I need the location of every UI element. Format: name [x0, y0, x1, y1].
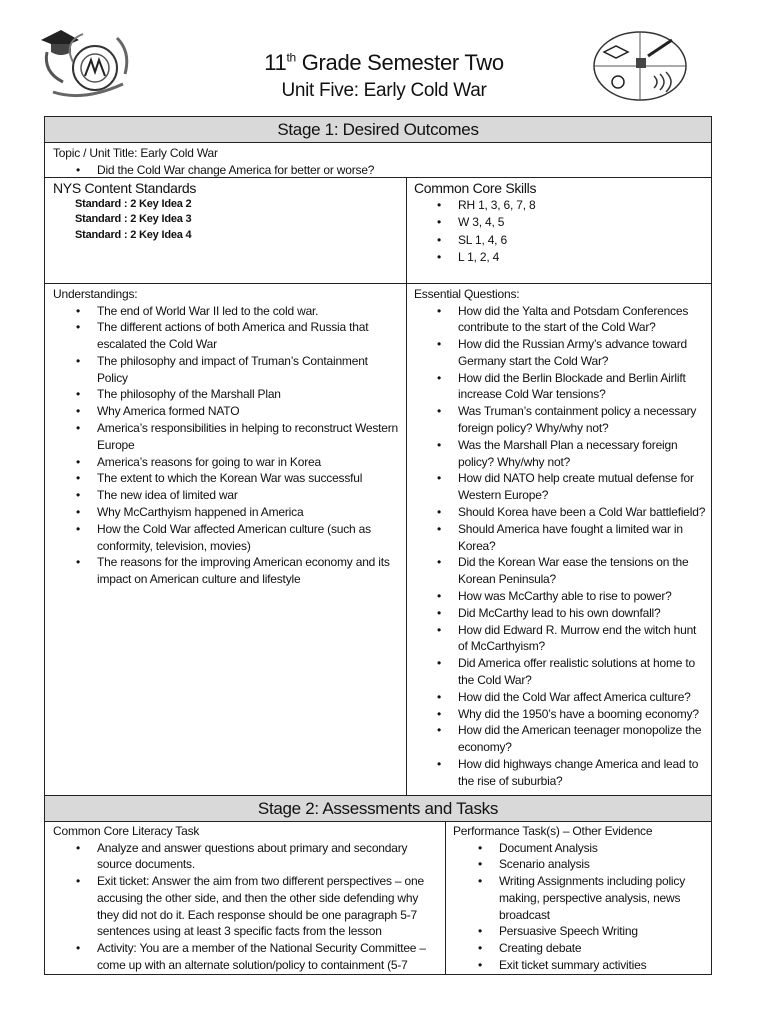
list-item: • Why America formed NATO [97, 403, 399, 420]
essential-questions-section [414, 286, 708, 790]
list-item: • How did the Berlin Blockade and Berlin Airlift increase Cold War tensions? [458, 370, 708, 404]
list-item: • L 1, 2, 4 [458, 249, 704, 267]
list-item: • The philosophy of the Marshall Plan [97, 386, 399, 403]
page-header [0, 0, 768, 112]
list-item: • Did McCarthy lead to his own downfall? [458, 605, 708, 622]
standard-item: Standard : 2 Key Idea 3 [75, 213, 192, 225]
unit-plan-table [44, 116, 712, 975]
list-item: • The extent to which the Korean War was successful [97, 470, 399, 487]
cc-list [458, 197, 704, 267]
list-item: • How did highways change America and lead to the rise of suburbia? [458, 756, 708, 790]
literacy-task-label: Common Core Literacy Task [53, 824, 200, 838]
learning-icons-logo-icon [590, 28, 690, 104]
list-item: • Was the Marshall Plan a necessary foreign policy? Why/why not? [458, 437, 708, 471]
list-item: • SL 1, 4, 6 [458, 232, 704, 250]
list-item: • How was McCarthy able to rise to power? [458, 588, 708, 605]
stage2-title: Stage 2: Assessments and Tasks [45, 795, 711, 822]
topic-label: Topic / Unit Title: Early Cold War [53, 146, 218, 160]
understandings-list [97, 303, 399, 589]
divider [45, 283, 711, 284]
list-item: • How did the Cold War affect America culture? [458, 689, 708, 706]
standard-item: Standard : 2 Key Idea 4 [75, 228, 192, 241]
list-item: • How the Cold War affected American culture (such as conformity, television, movies) [97, 521, 399, 555]
list-item: • Scenario analysis [499, 856, 709, 873]
list-item: • How did the Russian Army’s advance toward Germany start the Cold War? [458, 336, 708, 370]
performance-tasks-label: Performance Task(s) – Other Evidence [453, 824, 653, 838]
performance-tasks-section [453, 823, 709, 974]
list-item: • Did the Korean War ease the tensions on the Korean Peninsula? [458, 554, 708, 588]
list-item: • Did the Cold War change America for better or worse? [97, 162, 703, 179]
literacy-task-section [53, 823, 441, 974]
list-item: • Why did the 1950’s have a booming economy? [458, 706, 708, 723]
list-item: • Persuasive Speech Writing [499, 923, 709, 940]
list-item: • America’s responsibilities in helping to reconstruct Western Europe [97, 420, 399, 454]
list-item: • W 3, 4, 5 [458, 214, 704, 232]
list-item: • RH 1, 3, 6, 7, 8 [458, 197, 704, 215]
nys-standards-section [53, 180, 403, 243]
list-item: • How did Edward R. Murrow end the witch hunt of McCarthyism? [458, 622, 708, 656]
divider [45, 177, 711, 178]
list-item: • America’s reasons for going to war in Korea [97, 454, 399, 471]
page-title: 11th Grade Semester Two [264, 50, 504, 75]
unit-title: Unit Five: Early Cold War [281, 80, 487, 101]
list-item: • How did the Yalta and Potsdam Conferences contribute to the start of the Cold War? [458, 303, 708, 337]
column-divider [445, 821, 446, 975]
standard-item: Standard : 2 Key Idea 2 [75, 197, 192, 210]
list-item: • The new idea of limited war [97, 487, 399, 504]
cc-title: Common Core Skills [414, 180, 537, 196]
list-item: • Creating debate [499, 940, 709, 957]
common-core-skills-section [414, 180, 704, 267]
list-item: • Analyze and answer questions about primary and secondary source documents. [97, 840, 439, 874]
list-item: • Writing Assignments including policy making, perspective analysis, news broadcast [499, 873, 709, 923]
list-item: • The reasons for the improving American economy and its impact on American culture and lifestyle [97, 554, 399, 588]
literacy-task-list [97, 840, 439, 974]
essential-questions-list [458, 303, 708, 790]
list-item: • How did the American teenager monopolize the economy? [458, 722, 708, 756]
list-item: • The different actions of both America and Russia that escalated the Cold War [97, 319, 399, 353]
list-item: • Was Truman’s containment policy a necessary foreign policy? Why/why not? [458, 403, 708, 437]
essential-questions-label: Essential Questions: [414, 287, 520, 301]
list-item: • Document Analysis [499, 840, 709, 857]
list-item: • Exit ticket summary activities [499, 957, 709, 974]
list-item: • Should America have fought a limited war in Korea? [458, 521, 708, 555]
list-item: • How did NATO help create mutual defense for Western Europe? [458, 470, 708, 504]
understandings-section [53, 286, 403, 588]
list-item: • Activity: You are a member of the National Security Committee – come up with an alternate solution/policy to containment (5-7 [97, 940, 439, 974]
list-item: • The philosophy and impact of Truman’s Containment Policy [97, 353, 399, 387]
performance-tasks-list [499, 840, 709, 974]
list-item: • Did America offer realistic solutions at home to the Cold War? [458, 655, 708, 689]
nys-title: NYS Content Standards [53, 180, 197, 196]
topic-section [53, 145, 703, 178]
list-item: • Exit ticket: Answer the aim from two different perspectives – one accusing the other side, and then the other side defending why they did not do it. Each response should be one paragraph 5-7 sentences using at least 3 specific facts from the lesson [97, 873, 439, 940]
list-item: • Why McCarthyism happened in America [97, 504, 399, 521]
list-item: • Should Korea have been a Cold War battlefield? [458, 504, 708, 521]
stage1-title: Stage 1: Desired Outcomes [45, 117, 711, 143]
topic-list [97, 162, 703, 179]
list-item: • The end of World War II led to the cold war. [97, 303, 399, 320]
understandings-label: Understandings: [53, 287, 138, 301]
column-divider [406, 177, 407, 795]
